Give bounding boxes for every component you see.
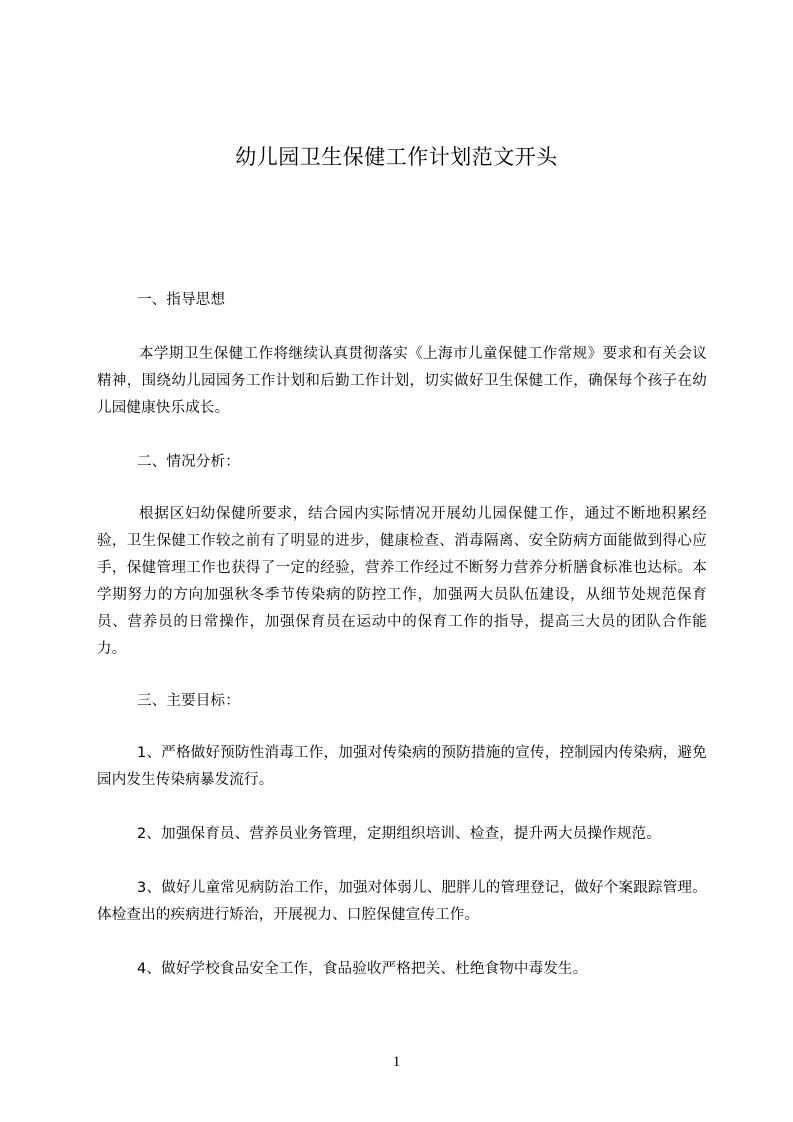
section-heading-analysis: 二、情况分析：	[137, 454, 240, 470]
goal-item-1: 1、严格做好预防性消毒工作，加强对传染病的预防措施的宣传，控制园内传染病，避免园内发生传染病暴发流行。	[97, 745, 707, 788]
goal-item-3: 3、做好儿童常见病防治工作，加强对体弱儿、肥胖儿的管理登记，做好个案跟踪管理。体检查出的疾病进行矫治，开展视力、口腔保健宣传工作。	[97, 880, 707, 923]
goal-item-4: 4、做好学校食品安全工作，食品验收严格把关、杜绝食物中毒发生。	[137, 961, 588, 977]
section-heading-goals: 三、主要目标：	[137, 693, 240, 709]
document-title: 幼儿园卫生保健工作计划范文开头	[235, 145, 558, 169]
paragraph-guiding: 本学期卫生保健工作将继续认真贯彻落实《上海市儿童保健工作常规》要求和有关会议精神，围绕幼儿园园务工作计划和后勤工作计划，切实做好卫生保健工作，确保每个孩子在幼儿园健康快乐成长。	[97, 346, 707, 416]
paragraph-analysis: 根据区妇幼保健所要求，结合园内实际情况开展幼儿园保健工作，通过不断地积累经验，卫生保健工作较之前有了明显的进步，健康检查、消毒隔离、安全防病方面能做到得心应手，保健管理工作也获得了一定的经验，营养工作经过不断努力营养分析膳食标准也达标。本学期努力的方向加强秋冬季节传染病的防控工作，加强两大员队伍建设，从细节处规范保育员、营养员的日常操作，加强保育员在运动中的保育工作的指导，提高三大员的团队合作能力。	[97, 506, 707, 657]
goal-item-2: 2、加强保育员、营养员业务管理，定期组织培训、检查，提升两大员操作规范。	[137, 826, 661, 842]
section-heading-guiding: 一、指导思想	[137, 292, 226, 308]
page-number: 1	[392, 1054, 401, 1070]
